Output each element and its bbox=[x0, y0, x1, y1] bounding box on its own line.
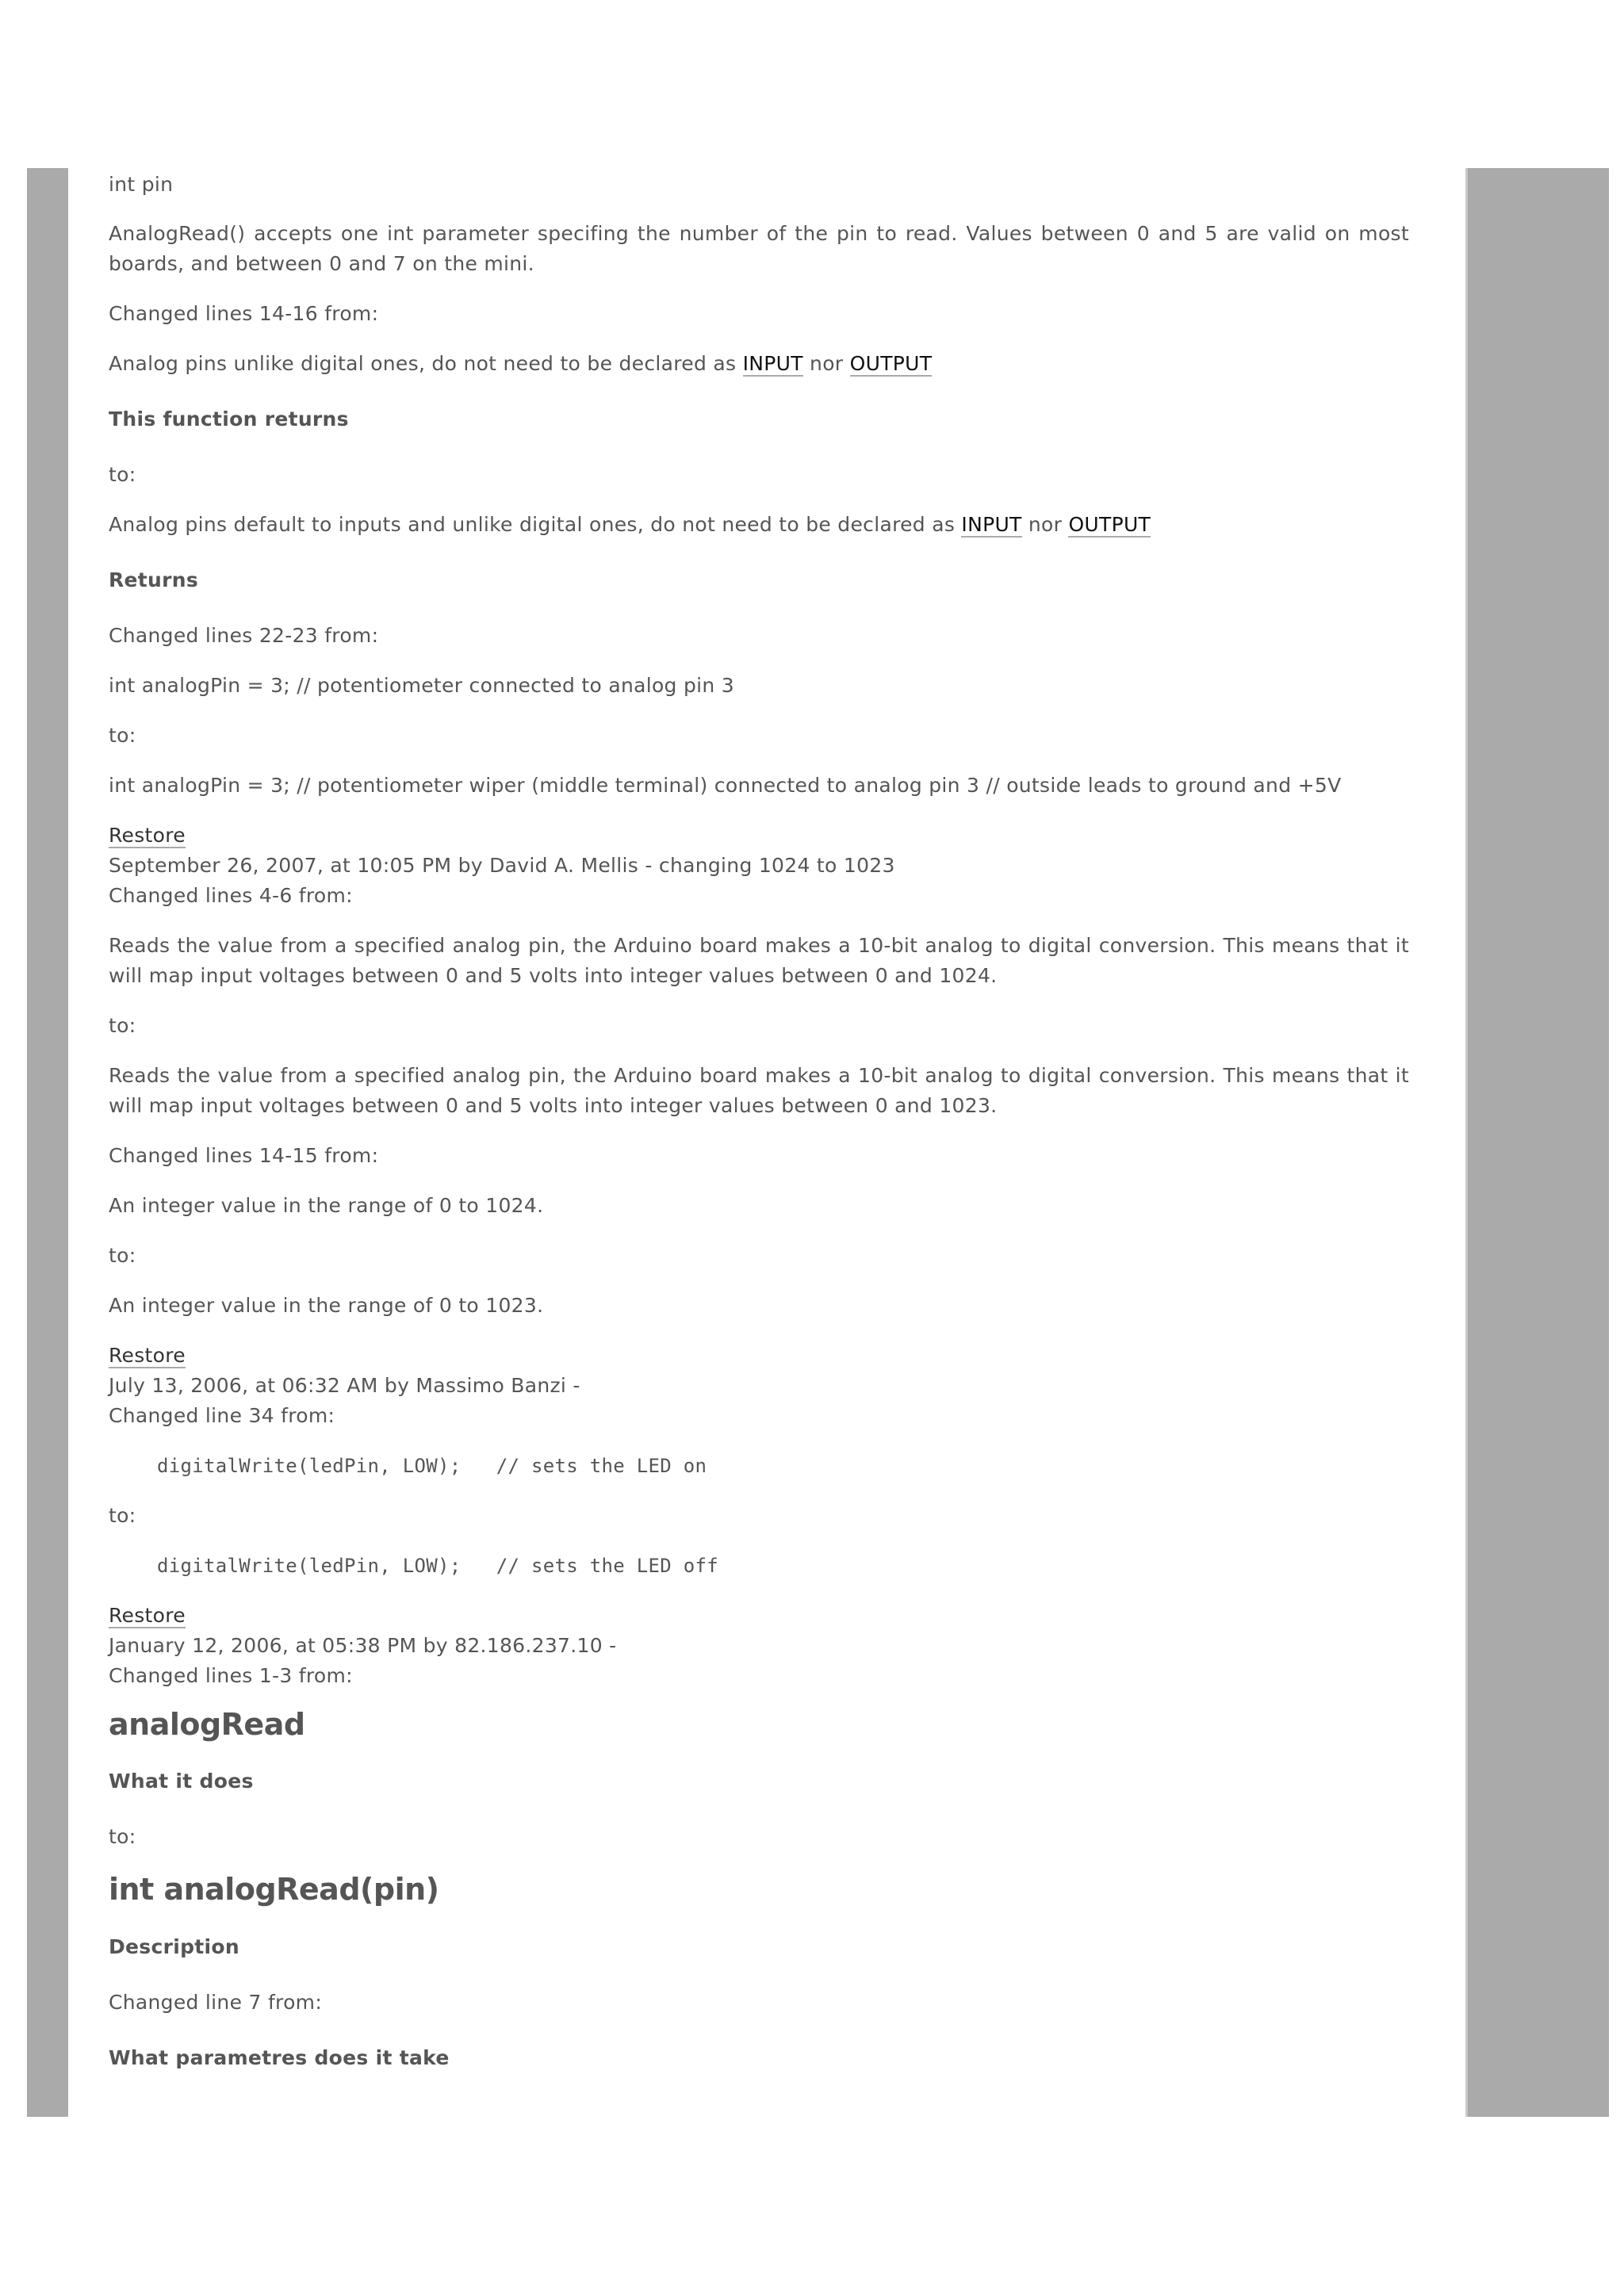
paragraph-analogread-params: AnalogRead() accepts one int parameter specifing the number of the pin to read. Values between 0 and 5 are valid on most boards, and between 0 and 7 on the mini. bbox=[109, 222, 1409, 275]
revision-changed-lines: Changed lines 1-3 from: bbox=[109, 1664, 353, 1687]
left-margin-bar bbox=[27, 168, 68, 2117]
code-sets-led-off: digitalWrite(ledPin, LOW); // sets the LED off bbox=[157, 1555, 718, 1577]
revision-entry-2006-january bbox=[109, 1601, 1409, 1691]
paragraph-changed-lines-14-15: Changed lines 14-15 from: bbox=[109, 1144, 379, 1167]
right-margin-bar bbox=[1465, 168, 1609, 2117]
nor-text: nor bbox=[1021, 513, 1069, 536]
paragraph-int-pin: int pin bbox=[109, 173, 174, 196]
paragraph-to: to: bbox=[109, 1504, 136, 1527]
output-link[interactable]: OUTPUT bbox=[1068, 513, 1151, 536]
heading-what-parametres: What parametres does it take bbox=[109, 2046, 450, 2069]
revision-meta: January 12, 2006, at 05:38 PM by 82.186.237.10 - bbox=[109, 1634, 617, 1657]
output-link[interactable]: OUTPUT bbox=[849, 352, 933, 375]
analog-pins-text: Analog pins unlike digital ones, do not need to be declared as bbox=[109, 352, 743, 375]
paragraph-reads-value-1023: Reads the value from a specified analog pin, the Arduino board makes a 10-bit analog to digital conversion. This means that it will map input voltages between 0 and 5 volts into integer values between 0 and 1023. bbox=[109, 1064, 1409, 1117]
paragraph-to: to: bbox=[109, 1825, 136, 1848]
restore-link[interactable]: Restore bbox=[109, 1344, 186, 1367]
heading-what-it-does: What it does bbox=[109, 1770, 254, 1793]
restore-link[interactable]: Restore bbox=[109, 1604, 186, 1627]
paragraph-to: to: bbox=[109, 1014, 136, 1037]
heading-analogread: analogRead bbox=[109, 1707, 305, 1742]
nor-text: nor bbox=[802, 352, 850, 375]
paragraph-analogpin-new: int analogPin = 3; // potentiometer wiper (middle terminal) connected to analog pin 3 // outside leads to ground and +5V bbox=[109, 774, 1342, 797]
revision-changed-lines: Changed lines 4-6 from: bbox=[109, 884, 353, 907]
paragraph-analog-pins-new bbox=[109, 510, 1409, 540]
revision-entry-2006-july bbox=[109, 1341, 1409, 1431]
paragraph-changed-lines-14-16: Changed lines 14-16 from: bbox=[109, 302, 379, 325]
paragraph-range-1023: An integer value in the range of 0 to 1023. bbox=[109, 1294, 544, 1317]
paragraph-analogpin-old: int analogPin = 3; // potentiometer connected to analog pin 3 bbox=[109, 674, 734, 697]
paragraph-reads-value-1024: Reads the value from a specified analog pin, the Arduino board makes a 10-bit analog to digital conversion. This means that it will map input voltages between 0 and 5 volts into integer values between 0 and 1024. bbox=[109, 934, 1409, 987]
paragraph-to: to: bbox=[109, 724, 136, 747]
paragraph-changed-line-7: Changed line 7 from: bbox=[109, 1991, 323, 2014]
code-sets-led-on: digitalWrite(ledPin, LOW); // sets the LED on bbox=[157, 1455, 707, 1477]
revision-changed-lines: Changed line 34 from: bbox=[109, 1404, 335, 1427]
paragraph-to: to: bbox=[109, 1244, 136, 1267]
heading-description: Description bbox=[109, 1935, 239, 1958]
revision-meta: July 13, 2006, at 06:32 AM by Massimo Banzi - bbox=[109, 1374, 580, 1397]
paragraph-to: to: bbox=[109, 463, 136, 486]
heading-this-function-returns: This function returns bbox=[109, 408, 349, 430]
heading-returns: Returns bbox=[109, 568, 199, 591]
analog-pins-default-text: Analog pins default to inputs and unlike digital ones, do not need to be declared as bbox=[109, 513, 962, 536]
paragraph-changed-lines-22-23: Changed lines 22-23 from: bbox=[109, 624, 379, 647]
paragraph-analog-pins-old bbox=[109, 349, 1409, 379]
revision-entry-2007 bbox=[109, 821, 1409, 911]
revision-meta: September 26, 2007, at 10:05 PM by David A. Mellis - changing 1024 to 1023 bbox=[109, 854, 895, 877]
restore-link[interactable]: Restore bbox=[109, 824, 186, 847]
paragraph-range-1024: An integer value in the range of 0 to 1024. bbox=[109, 1194, 544, 1217]
input-link[interactable]: INPUT bbox=[742, 352, 803, 375]
input-link[interactable]: INPUT bbox=[961, 513, 1022, 536]
heading-int-analogread-pin: int analogRead(pin) bbox=[109, 1872, 439, 1907]
